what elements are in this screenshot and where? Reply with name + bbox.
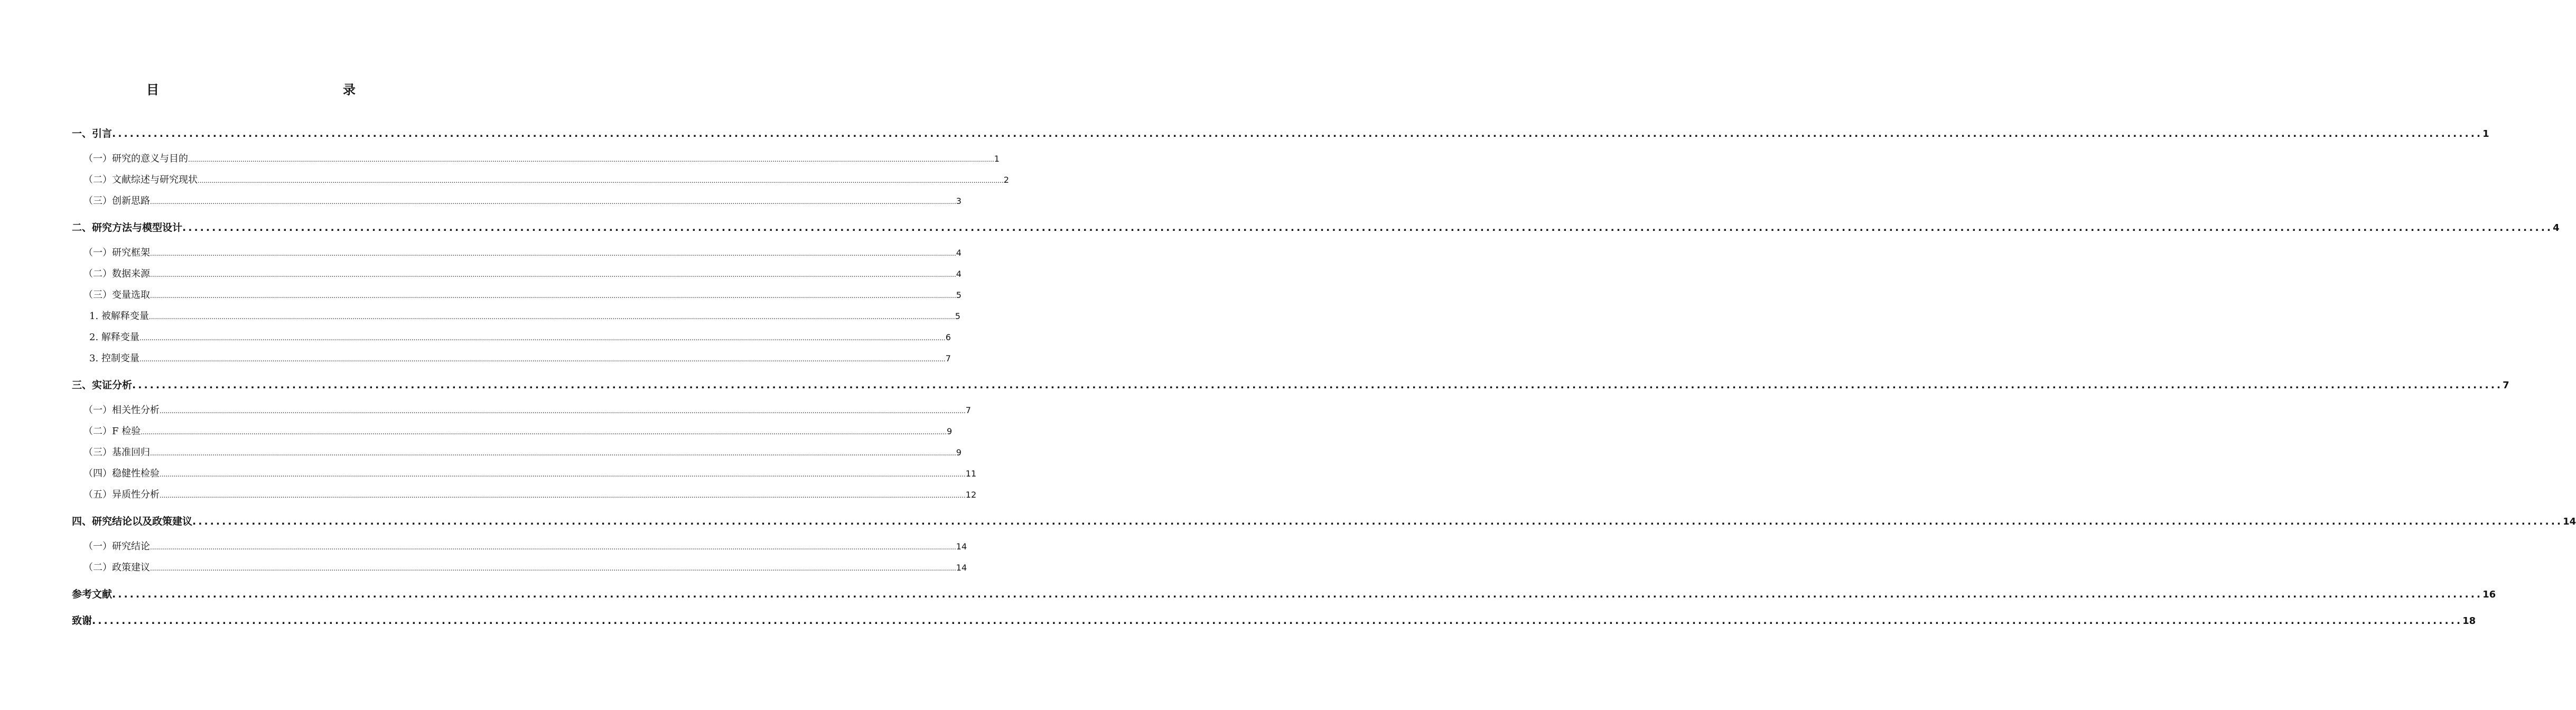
toc-leader-dots: ................................................................................................................................................................................................................................................................................................................................................................................................................ bbox=[150, 271, 956, 278]
toc-entry-label: （一）研究的意义与目的 bbox=[83, 153, 188, 164]
toc-page-number: 7 bbox=[2503, 380, 2509, 391]
toc-leader-dots: ................................................................................................................................................................................................................................................................................................................................................................................................................ bbox=[139, 334, 946, 342]
toc-entry[interactable] bbox=[72, 539, 967, 553]
toc-leader-dots: ................................................................................................................................................................................................................................................................................................................................................................................................................ bbox=[150, 250, 956, 257]
toc-page-number: 14 bbox=[956, 541, 967, 552]
toc-entry[interactable] bbox=[72, 172, 1009, 186]
toc-leader-dots: ................................................................................................................................................................................................................................................................................................................................................................................................................ bbox=[112, 588, 2483, 600]
toc-leader-dots: ................................................................................................................................................................................................................................................................................................................................................................................................................ bbox=[92, 615, 2463, 627]
toc-entry[interactable] bbox=[72, 560, 967, 574]
toc-leader-dots: ................................................................................................................................................................................................................................................................................................................................................................................................................ bbox=[150, 198, 956, 205]
toc-leader-dots: ................................................................................................................................................................................................................................................................................................................................................................................................................ bbox=[188, 156, 994, 163]
toc-entry[interactable] bbox=[72, 403, 971, 416]
toc-page-number: 14 bbox=[956, 563, 967, 573]
toc-leader-dots: ................................................................................................................................................................................................................................................................................................................................................................................................................ bbox=[160, 407, 966, 415]
toc-entry[interactable] bbox=[72, 287, 962, 301]
toc-leader-dots: ................................................................................................................................................................................................................................................................................................................................................................................................................ bbox=[150, 450, 956, 457]
toc-entry-label: 二、研究方法与模型设计 bbox=[72, 222, 183, 233]
toc-entry-label: （二）文献综述与研究现状 bbox=[83, 174, 198, 185]
toc-entry-label: （二）政策建议 bbox=[83, 562, 150, 573]
toc-entry-label: （三）变量选取 bbox=[83, 289, 150, 301]
toc-leader-dots: ................................................................................................................................................................................................................................................................................................................................................................................................................ bbox=[160, 471, 966, 478]
toc-leader-dots: ................................................................................................................................................................................................................................................................................................................................................................................................................ bbox=[160, 492, 966, 499]
toc-leader-dots: ................................................................................................................................................................................................................................................................................................................................................................................................................ bbox=[132, 379, 2503, 391]
page-title: 目 录 bbox=[146, 82, 408, 97]
toc-entry[interactable] bbox=[72, 586, 2496, 601]
toc-entry[interactable] bbox=[72, 466, 977, 480]
toc-entry[interactable] bbox=[72, 613, 2476, 627]
toc-entry[interactable] bbox=[72, 424, 953, 437]
toc-leader-dots: ................................................................................................................................................................................................................................................................................................................................................................................................................ bbox=[141, 428, 947, 436]
toc-entry-label: （二）F 检验 bbox=[83, 426, 141, 437]
toc-page-number: 5 bbox=[956, 290, 962, 300]
toc-entry[interactable] bbox=[72, 245, 962, 259]
toc-leader-dots: ................................................................................................................................................................................................................................................................................................................................................................................................................ bbox=[150, 544, 956, 551]
toc-page-number: 18 bbox=[2462, 615, 2476, 627]
toc-entry-label: 一、引言 bbox=[72, 128, 113, 139]
toc-page-number: 14 bbox=[2563, 516, 2576, 527]
toc-entry-label: （一）相关性分析 bbox=[83, 405, 160, 416]
toc-leader-dots: ................................................................................................................................................................................................................................................................................................................................................................................................................ bbox=[198, 177, 1004, 184]
toc-entry-label: （一）研究框架 bbox=[83, 247, 150, 258]
toc-entry[interactable] bbox=[72, 220, 2560, 234]
toc-entry-label: 三、实证分析 bbox=[72, 379, 133, 391]
toc-entry-label: （五）异质性分析 bbox=[83, 489, 160, 500]
toc-leader-dots: ................................................................................................................................................................................................................................................................................................................................................................................................................ bbox=[150, 565, 956, 572]
toc-leader-dots: ................................................................................................................................................................................................................................................................................................................................................................................................................ bbox=[139, 356, 946, 363]
toc-page-number: 7 bbox=[945, 353, 951, 363]
toc-entry[interactable] bbox=[72, 487, 977, 501]
toc-entry-label: 1. 被解释变量 bbox=[89, 311, 149, 322]
toc-entry-label: 四、研究结论以及政策建议 bbox=[72, 516, 193, 527]
toc-page-number: 11 bbox=[965, 469, 977, 479]
toc-entry[interactable] bbox=[72, 445, 962, 459]
toc-entry[interactable] bbox=[72, 513, 2576, 528]
toc-entry-label: （四）稳健性检验 bbox=[83, 468, 160, 479]
toc-entry-label: 参考文献 bbox=[72, 588, 113, 600]
toc-entry-label: 3. 控制变量 bbox=[89, 353, 139, 364]
toc-entry[interactable] bbox=[72, 126, 2489, 140]
toc-page-number: 5 bbox=[955, 311, 960, 321]
toc-page-number: 4 bbox=[956, 248, 962, 258]
toc-page-number: 4 bbox=[956, 269, 962, 279]
toc-leader-dots: ................................................................................................................................................................................................................................................................................................................................................................................................................ bbox=[192, 516, 2563, 527]
toc-entry-label: 2. 解释变量 bbox=[89, 332, 139, 343]
toc-page-number: 7 bbox=[965, 405, 971, 415]
toc-page-number: 4 bbox=[2553, 222, 2560, 233]
toc-entry-label: （三）创新思路 bbox=[83, 195, 150, 207]
toc-page-number: 6 bbox=[945, 332, 951, 342]
toc-entry[interactable] bbox=[72, 193, 962, 207]
toc-page-number: 1 bbox=[994, 154, 1000, 164]
toc-entry[interactable] bbox=[72, 151, 1000, 165]
toc-page-number: 3 bbox=[956, 196, 962, 206]
toc-leader-dots: ................................................................................................................................................................................................................................................................................................................................................................................................................ bbox=[112, 128, 2483, 139]
toc-entry-label: （二）数据来源 bbox=[83, 268, 150, 279]
toc-entry[interactable] bbox=[72, 330, 951, 343]
toc-entry-label: （一）研究结论 bbox=[83, 541, 150, 552]
toc-entry-label: （三）基准回归 bbox=[83, 447, 150, 458]
toc-page-number: 9 bbox=[947, 426, 953, 436]
toc-entry[interactable] bbox=[72, 266, 962, 280]
toc-entry[interactable] bbox=[72, 309, 960, 322]
toc-page-number: 16 bbox=[2482, 589, 2496, 600]
toc-page-number: 9 bbox=[956, 447, 962, 457]
toc-entry[interactable] bbox=[72, 351, 951, 365]
toc-entry-label: 致谢 bbox=[72, 615, 92, 627]
toc-entry[interactable] bbox=[72, 377, 2509, 391]
toc-page-number: 2 bbox=[1003, 175, 1009, 185]
toc-page-number: 12 bbox=[965, 490, 977, 500]
toc-page-number: 1 bbox=[2482, 128, 2489, 139]
toc-leader-dots: ................................................................................................................................................................................................................................................................................................................................................................................................................ bbox=[148, 313, 955, 321]
toc-leader-dots: ................................................................................................................................................................................................................................................................................................................................................................................................................ bbox=[182, 222, 2553, 233]
toc-leader-dots: ................................................................................................................................................................................................................................................................................................................................................................................................................ bbox=[150, 292, 956, 300]
